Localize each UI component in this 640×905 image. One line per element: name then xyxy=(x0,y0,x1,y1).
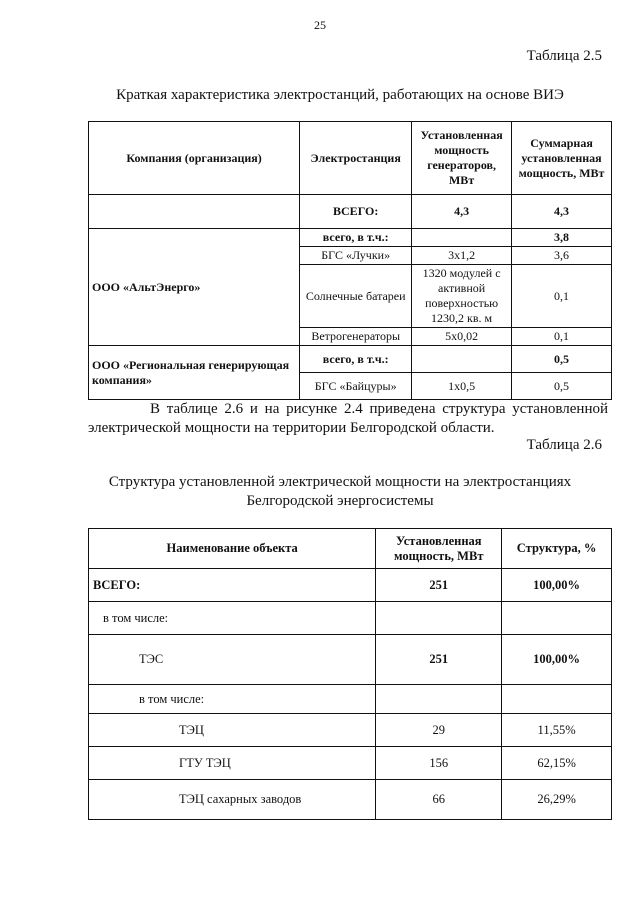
table-2-6 xyxy=(88,528,612,820)
structure-value: 26,29% xyxy=(502,780,612,820)
structure-value: 100,00% xyxy=(502,569,612,602)
installed-value xyxy=(376,685,502,714)
table-row xyxy=(89,780,612,820)
installed-value: 251 xyxy=(376,635,502,685)
object-name: ВСЕГО: xyxy=(89,569,376,602)
table-2-5-caption: Краткая характеристика электростанций, работающих на основе ВИЭ xyxy=(116,87,564,103)
object-name: ГТУ ТЭЦ xyxy=(89,747,376,780)
table-2-5-header-row xyxy=(89,122,612,195)
header-company: Компания (организация) xyxy=(89,122,300,195)
object-name: в том числе: xyxy=(89,685,376,714)
installed-value: 29 xyxy=(376,714,502,747)
table-2-6-label: Таблица 2.6 xyxy=(526,437,602,453)
caption-line-2: Белгородской энергосистемы xyxy=(246,493,434,509)
table-row xyxy=(89,747,612,780)
caption-line-1: Структура установленной электрической мощности на электростанциях xyxy=(108,474,572,490)
station-cell: БГС «Лучки» xyxy=(300,247,412,265)
total-cell: 0,1 xyxy=(512,265,612,328)
table-row xyxy=(89,635,612,685)
total-cell: 0,5 xyxy=(512,346,612,373)
table-2-6-header-row xyxy=(89,529,612,569)
total-installed: 4,3 xyxy=(412,195,512,229)
total-label: ВСЕГО: xyxy=(300,195,412,229)
structure-value: 11,55% xyxy=(502,714,612,747)
structure-value xyxy=(502,685,612,714)
structure-value: 62,15% xyxy=(502,747,612,780)
installed-cell xyxy=(412,346,512,373)
total-cell: 3,6 xyxy=(512,247,612,265)
company-name: ООО «Региональная генерирующая компания» xyxy=(89,346,300,400)
object-name: ТЭЦ xyxy=(89,714,376,747)
station-cell: БГС «Байцуры» xyxy=(300,373,412,400)
object-name: в том числе: xyxy=(89,602,376,635)
station-cell: Солнечные батареи xyxy=(300,265,412,328)
table-row xyxy=(89,685,612,714)
table-2-5-label: Таблица 2.5 xyxy=(526,48,602,64)
station-cell: Ветрогенераторы xyxy=(300,328,412,346)
total-cell: 0,5 xyxy=(512,373,612,400)
paragraph-line-2: электрической мощности на территории Белгородской области. xyxy=(88,420,495,436)
table-row xyxy=(89,229,612,247)
table-row xyxy=(89,602,612,635)
header-structure: Структура, % xyxy=(502,529,612,569)
installed-cell: 1320 модулей с активной поверхностью 1230,2 кв. м xyxy=(412,265,512,328)
installed-cell: 3х1,2 xyxy=(412,247,512,265)
page-number: 25 xyxy=(314,18,326,32)
installed-value: 251 xyxy=(376,569,502,602)
station-cell: всего, в т.ч.: xyxy=(300,346,412,373)
installed-value: 66 xyxy=(376,780,502,820)
table-row xyxy=(89,714,612,747)
paragraph-line-1: В таблице 2.6 и на рисунке 2.4 приведена структура установленной xyxy=(150,401,608,417)
table-row xyxy=(89,569,612,602)
table-row xyxy=(89,195,612,229)
structure-value: 100,00% xyxy=(502,635,612,685)
header-installed-capacity: Установленная мощность, МВт xyxy=(376,529,502,569)
object-name: ТЭС xyxy=(89,635,376,685)
company-name: ООО «АльтЭнерго» xyxy=(89,229,300,346)
object-name: ТЭЦ сахарных заводов xyxy=(89,780,376,820)
header-installed: Установленная мощность генераторов, МВт xyxy=(412,122,512,195)
total-cell: 0,1 xyxy=(512,328,612,346)
installed-cell xyxy=(412,229,512,247)
body-paragraph xyxy=(88,400,608,438)
structure-value xyxy=(502,602,612,635)
total-company-cell xyxy=(89,195,300,229)
header-station: Электростанция xyxy=(300,122,412,195)
table-2-5 xyxy=(88,121,612,400)
total-sum: 4,3 xyxy=(512,195,612,229)
table-2-6-caption xyxy=(60,473,620,511)
total-cell: 3,8 xyxy=(512,229,612,247)
header-object-name: Наименование объекта xyxy=(89,529,376,569)
installed-value xyxy=(376,602,502,635)
header-total: Суммарная установленная мощность, МВт xyxy=(512,122,612,195)
table-row xyxy=(89,346,612,373)
station-cell: всего, в т.ч.: xyxy=(300,229,412,247)
installed-cell: 1х0,5 xyxy=(412,373,512,400)
installed-value: 156 xyxy=(376,747,502,780)
installed-cell: 5х0,02 xyxy=(412,328,512,346)
